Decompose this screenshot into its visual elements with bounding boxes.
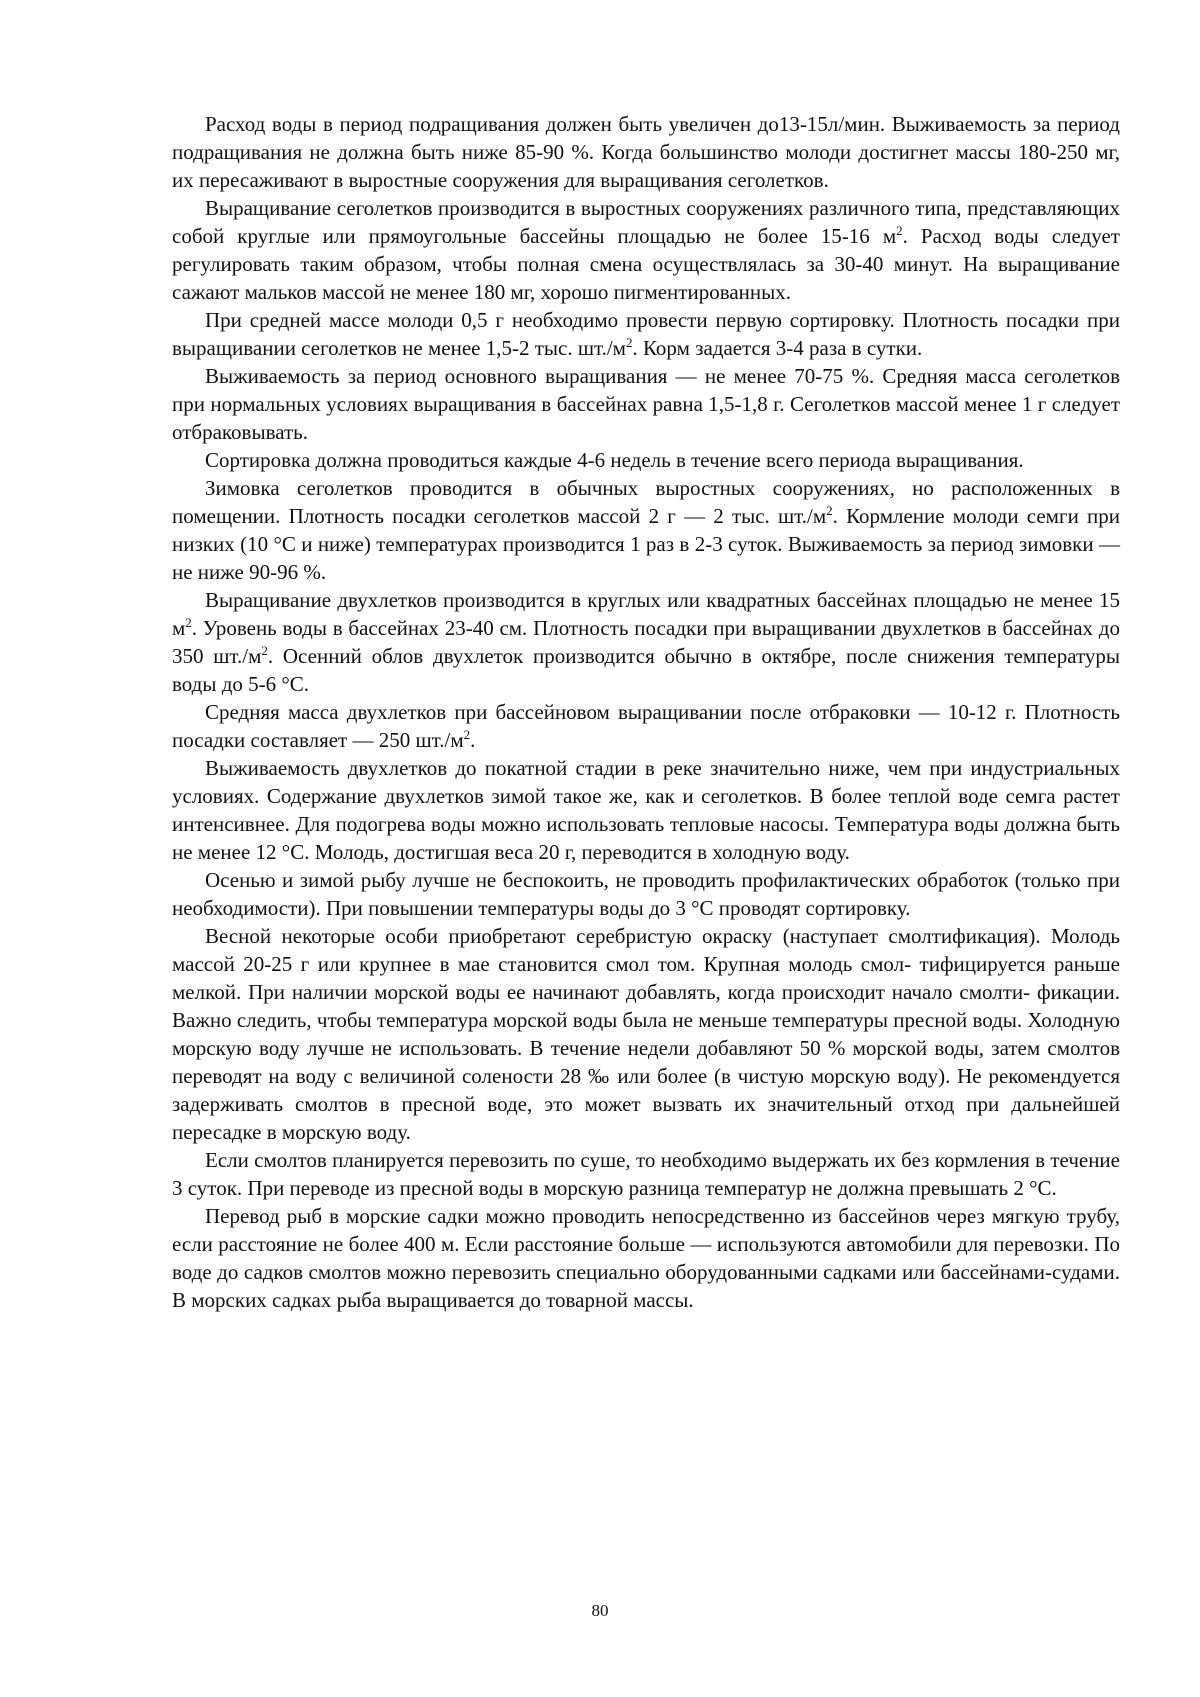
paragraph-text: Выживаемость двухлетков до покатной стадии в реке значительно ниже, чем при индустриальных условиях. Содержание двухлетков зимой такое же, как и сеголетков. В более теплой воде семга растет интенсивнее. Для подогрева воды можно использовать тепловые насосы. Температура воды должна быть не менее 12 °С. Молодь, достигшая веса 20 г, переводится в холодную воду.: [172, 756, 1120, 864]
superscript: 2: [625, 335, 633, 350]
paragraph-text: Выживаемость за период основного выращивания — не менее 70-75 %. Средняя масса сеголетков при нормальных условиях выращивания в бассейнах равна 1,5-1,8 г. Сеголетков массой менее 1 г следует отбраковывать.: [172, 364, 1120, 444]
superscript: 2: [463, 727, 471, 742]
superscript: 2: [261, 643, 268, 658]
paragraph: [172, 586, 1120, 698]
paragraph-text: Весной некоторые особи приобретают серебристую окраску (наступает смолтификация). Молодь массой 20-25 г или крупнее в мае становится смол том. Крупная молодь смол- тифицируется раньше мелкой. При наличии морской воды ее начинают добавлять, когда происходит начало смолти- фикации. Важно следить, чтобы температура морской воды была не меньше температуры пресной воды. Холодную морскую воду лучше не использовать. В течение недели добавляют 50 % морской воды, затем смолтов переводят на воду с величиной солености 28 ‰ или более (в чистую морскую воду). Не рекомендуется задерживать смолтов в пресной воде, это может вызвать их значительный отход при дальнейшей пересадке в морскую воду.: [172, 924, 1120, 1144]
paragraph-text: Зимовка сеголетков проводится в обычных выростных сооружениях, но расположенных в помещении. Плотность посадки сеголетков массой 2 г — 2 тыс. шт./м: [172, 476, 1120, 528]
paragraph: [172, 446, 1120, 474]
paragraph: [172, 194, 1120, 306]
paragraph-text: . Корм задается 3-4 раза в сутки.: [632, 336, 923, 360]
paragraph-text: . Уровень воды в бассейнах 23-40 см. Плотность посадки при выращивании двухлетков в бассейнах до 350 шт./м: [172, 616, 1120, 668]
paragraph-text: Если смолтов планируется перевозить по суше, то необходимо выдержать их без кормления в течение 3 суток. При переводе из пресной воды в морскую разница температур не должна превышать 2 °С.: [172, 1148, 1120, 1200]
paragraph-text: . Кормление молоди семги при низких (10 °С и ниже) температурах производится 1 раз в 2-3 суток. Выживаемость за период зимовки — не ниже 90-96 %.: [172, 504, 1120, 584]
paragraph-text: Расход воды в период подращивания должен быть увеличен до13-15л/мин. Выживаемость за период подращивания не должна быть ниже 85-90 %. Когда большинство молоди достигнет массы 180-250 мг, их пересаживают в выростные сооружения для выращивания сеголетков.: [172, 112, 1120, 192]
page-number: 80: [591, 1601, 609, 1620]
document-body: [172, 110, 1120, 1314]
paragraph: [172, 474, 1120, 586]
paragraph: [172, 1202, 1120, 1314]
paragraph-text: Осенью и зимой рыбу лучше не беспокоить, не проводить профилактических обработок (только при необходимости). При повышении температуры воды до 3 °С проводят сортировку.: [172, 868, 1120, 920]
paragraph-text: Сортировка должна проводиться каждые 4-6 недель в течение всего периода выращивания.: [205, 448, 1024, 472]
superscript: 2: [826, 503, 833, 518]
paragraph-text: . Осенний облов двухлеток производится обычно в октябре, после снижения температуры воды до 5-6 °С.: [172, 644, 1120, 696]
paragraph: [172, 362, 1120, 446]
paragraph-text: Перевод рыб в морские садки можно проводить непосредственно из бассейнов через мягкую трубу, если расстояние не более 400 м. Если расстояние больше — используются автомобили для перевозки. По воде до садков смолтов можно перевозить специально оборудованными садками или бассейнами-судами. В морских садках рыба выращивается до товарной массы.: [172, 1204, 1120, 1312]
paragraph-text: При средней массе молоди 0,5 г необходимо провести первую сортировку. Плотность посадки при выращивании сеголетков не менее 1,5-2 тыс. шт./м: [172, 308, 1120, 360]
paragraph-text: . Расход воды следует регулировать таким образом, чтобы полная смена осуществлялась за 30-40 минут. На выращивание сажают мальков массой не менее 180 мг, хорошо пигментированных.: [172, 224, 1120, 304]
paragraph-text: Средняя масса двухлетков при бассейновом выращивании после отбраковки — 10-12 г. Плотность посадки составляет — 250 шт./м: [172, 700, 1120, 752]
paragraph: [172, 754, 1120, 866]
paragraph-text: .: [470, 728, 476, 752]
paragraph: [172, 698, 1120, 754]
paragraph: [172, 922, 1120, 1146]
paragraph: [172, 306, 1120, 362]
paragraph: [172, 866, 1120, 922]
paragraph: [172, 1146, 1120, 1202]
paragraph: [172, 110, 1120, 194]
superscript: 2: [185, 615, 192, 630]
paragraph-text: Выращивание сеголетков производится в выростных сооружениях различного типа, представляющих собой круглые или прямоугольные бассейны площадью не более 15-16 м: [172, 196, 1120, 248]
paragraph-text: Выращивание двухлетков производится в круглых или квадратных бассейнах площадью не менее 15 м: [172, 588, 1120, 640]
superscript: 2: [896, 223, 903, 238]
